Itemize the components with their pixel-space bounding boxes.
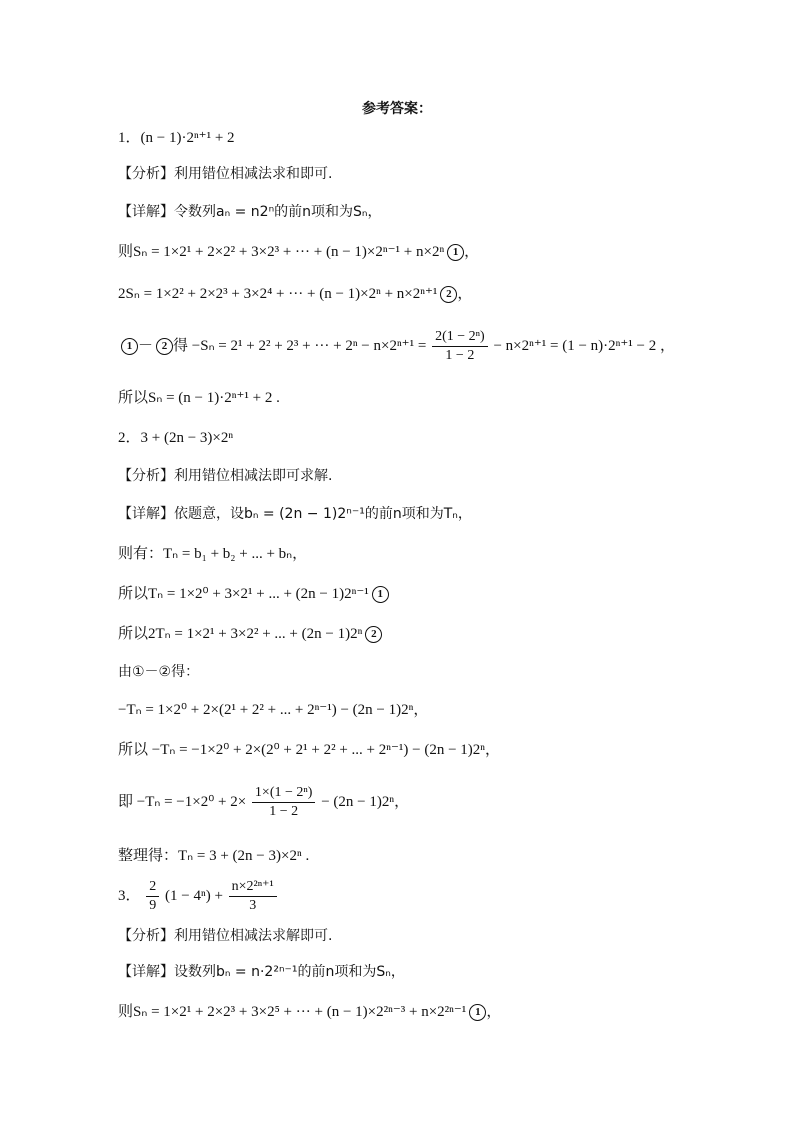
circled-one-marker: 1 [121,338,138,355]
fraction [432,328,488,365]
equation-2-line-3 [118,624,382,644]
circled-one-marker: 1 [447,244,464,261]
denominator: 9 [149,898,157,914]
equation-1-line-1 [118,242,479,262]
equation-1-line-2 [118,284,472,304]
page-title: 参考答案： [362,101,432,117]
conclusion-2: 整理得：Tₙ = 3 + (2n − 3)×2ⁿ . [118,848,310,864]
equation-text: − (2n − 1)2ⁿ， [321,794,410,810]
denominator: 1 − 2 [269,804,299,820]
minus-sign: － [138,338,154,354]
numerator: n×2²ⁿ⁺¹ [229,878,277,897]
equation-2-line-2 [118,584,389,604]
circled-one-marker: 1 [372,586,389,603]
equation-text: 2Sₙ = 1×2² + 2×2³ + 3×2⁴ + ··· + (n − 1)×2ⁿ + n×2ⁿ⁺¹ [118,286,438,302]
equation-text: 所以2Tₙ = 1×2¹ + 3×2² + ... + (2n − 1)2ⁿ [118,626,363,642]
numerator: 1×(1 − 2ⁿ) [252,784,316,803]
analysis-1: 【分析】利用错位相减法求和即可. [118,166,333,182]
answer-1: 1．(n − 1)·2ⁿ⁺¹ + 2 [118,130,235,146]
analysis-2: 【分析】利用错位相减法即可求解. [118,468,333,484]
circled-two-marker: 2 [156,338,173,355]
numerator: 2 [146,878,159,897]
fraction [229,878,277,915]
equation-2-line-6: 所以 −Tₙ = −1×2⁰ + 2×(2⁰ + 2¹ + 2² + ... + 2ⁿ⁻¹) − (2n − 1)2ⁿ， [118,742,501,758]
circled-one-marker: 1 [469,1004,486,1021]
equation-text: 所以Tₙ = 1×2⁰ + 3×2¹ + ... + (2n − 1)2ⁿ⁻¹ [118,586,369,602]
equation-text: − n×2ⁿ⁺¹ = (1 − n)·2ⁿ⁺¹ − 2 ， [493,338,676,354]
analysis-3: 【分析】利用错位相减法求解即可. [118,928,333,944]
equation-1-line-3 [118,326,675,366]
equation-3-line-1 [118,1002,501,1022]
answer-2: 2．3 + (2n − 3)×2ⁿ [118,430,234,446]
equation-text: 则Sₙ = 1×2¹ + 2×2² + 3×2³ + ··· + (n − 1)×2ⁿ⁻¹ + n×2ⁿ [118,244,445,260]
answer-number: 3． [118,888,141,904]
equation-text: 即 −Tₙ = −1×2⁰ + 2× [118,794,247,810]
detail-1: 【详解】令数列aₙ = n2ⁿ的前n项和为Sₙ， [118,204,382,220]
comma: ， [457,286,473,302]
answer-3 [118,876,279,916]
equation-text: 则Sₙ = 1×2¹ + 2×2³ + 3×2⁵ + ··· + (n − 1)×2²ⁿ⁻³ + n×2²ⁿ⁻¹ [118,1004,467,1020]
conclusion-1: 所以Sₙ = (n − 1)·2ⁿ⁺¹ + 2 . [118,390,280,406]
equation-text: (1 − 4ⁿ) + [165,888,223,904]
equation-text: 得 −Sₙ = 2¹ + 2² + 2³ + ··· + 2ⁿ − n×2ⁿ⁺¹ = [173,338,427,354]
comma: ， [464,244,480,260]
denominator: 3 [249,898,257,914]
fraction [146,878,159,915]
equation-2-line-5: −Tₙ = 1×2⁰ + 2×(2¹ + 2² + ... + 2ⁿ⁻¹) − (2n − 1)2ⁿ， [118,702,429,718]
numerator: 2(1 − 2ⁿ) [432,328,488,347]
fraction [252,784,316,821]
circled-two-marker: 2 [440,286,457,303]
circled-two-marker: 2 [365,626,382,643]
denominator: 1 − 2 [445,348,475,364]
detail-2: 【详解】依题意，设bₙ = (2n − 1)2ⁿ⁻¹的前n项和为Tₙ， [118,506,472,522]
equation-2-line-1: 则有：Tₙ = b₁ + b₂ + ... + bₙ， [118,546,308,562]
comma: ， [486,1004,502,1020]
equation-2-line-7 [118,782,409,822]
detail-3: 【详解】设数列bₙ = n·2²ⁿ⁻¹的前n项和为Sₙ， [118,964,405,980]
equation-2-line-4: 由①－②得： [118,664,200,680]
